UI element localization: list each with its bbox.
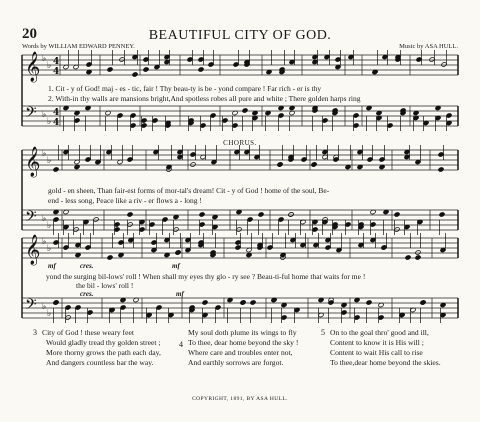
flat-icon: ♭ — [42, 54, 47, 64]
verse-line: And dangers countless bar the way. — [46, 358, 154, 367]
flat-icon: ♭ — [42, 110, 47, 120]
note-head — [107, 255, 113, 260]
flat-icon: ♭ — [42, 149, 47, 159]
page-number: 20 — [22, 26, 37, 42]
music-credit: Music by ASA HULL. — [399, 43, 458, 50]
verse-number: 4 — [179, 340, 183, 349]
note-head — [53, 300, 59, 305]
flat-icon: ♭ — [47, 156, 52, 166]
flat-icon: ♭ — [47, 221, 52, 231]
hymn-title: BEAUTIFUL CITY OF GOD. — [148, 28, 332, 43]
note-head — [277, 162, 283, 167]
flat-icon: ♭ — [47, 309, 52, 319]
verse-line: To thee,dear home beyond the skies. — [330, 358, 441, 367]
note-head — [420, 300, 426, 305]
lyric-line: end - less song, Peace like a riv - er flows a - long ! — [48, 196, 202, 205]
verse-line: To thee, dear home beyond the sky ! — [188, 338, 299, 347]
time-signature: 4 — [53, 57, 60, 67]
dynamic-mark: mf — [176, 290, 184, 298]
flat-icon: ♭ — [42, 302, 47, 312]
note-head — [190, 162, 196, 167]
verse-line: Where care and troubles enter not, — [188, 348, 293, 357]
dynamic-mark: cres. — [80, 262, 94, 270]
bass-clef-icon: 𝄢 — [25, 296, 37, 317]
verse-line: More thorny grows the path each day, — [46, 348, 161, 357]
verse-line: Content to wait His call to rise — [330, 348, 423, 357]
chorus-label: CHORUS. — [223, 139, 257, 147]
flat-icon: ♭ — [42, 214, 47, 224]
time-signature: 4 — [53, 118, 60, 128]
time-signature: 4 — [53, 67, 60, 77]
note-head — [198, 67, 204, 72]
lyric-line: yond the surging bil-lows' roll ! When shall my eyes thy glo - ry see ? Beau-ti-ful home that waits for me ! — [46, 272, 366, 281]
note-head — [415, 255, 421, 260]
flat-icon: ♭ — [42, 237, 47, 247]
time-signature: 4 — [53, 108, 60, 118]
verse-number: 5 — [321, 328, 325, 337]
treble-clef-icon: 𝄞 — [25, 52, 41, 82]
verse-5 — [321, 328, 441, 368]
bass-clef-icon: 𝄢 — [25, 208, 37, 229]
dynamic-mark: mf — [48, 262, 56, 270]
note-head — [405, 255, 411, 260]
note-head — [202, 300, 208, 305]
verse-3 — [33, 328, 161, 368]
verse-number: 3 — [33, 328, 37, 337]
verse-line: City of God ! these weary feet — [42, 328, 134, 337]
note-head — [175, 250, 181, 255]
verse-line: On to the goal thro' good and ill, — [330, 328, 429, 337]
note-head — [127, 212, 133, 217]
note-head — [415, 250, 421, 255]
note-head — [439, 212, 445, 217]
lyric-line: 1. Cit - y of God! maj - es - tic, fair ! Thy beau-ty is be - yond compare ! Far rich - er is thy — [48, 84, 322, 93]
copyright-notice: COPYRIGHT, 1891, BY ASA HULL. — [192, 396, 288, 402]
verse-line: My soul doth plume its wings to fly — [188, 328, 297, 337]
verse-line: And earthly sorrows are forgot. — [188, 358, 284, 367]
lyric-line: gold - en sheen, Than fair-est forms of mor-tal's dream! Cit - y of God ! home of the soul, Be- — [48, 186, 330, 195]
flat-icon: ♭ — [47, 117, 52, 127]
bass-clef-icon: 𝄢 — [25, 104, 37, 125]
words-credit: Words by WILLIAM EDWARD PENNEY. — [22, 43, 135, 50]
dynamic-mark: mf — [172, 262, 180, 270]
flat-icon: ♭ — [47, 61, 52, 71]
lyric-line: 2. With-in thy walls are mansions bright,And spotless robes all pure and white ; There golden harps ring — [48, 94, 361, 103]
verse-4 — [179, 328, 299, 368]
note-head — [258, 212, 264, 217]
treble-clef-icon: 𝄞 — [25, 235, 41, 265]
note-head — [438, 167, 444, 172]
note-head — [107, 67, 113, 72]
note-head — [53, 167, 59, 172]
treble-clef-icon: 𝄞 — [25, 147, 41, 177]
note-head — [242, 108, 248, 113]
flat-icon: ♭ — [47, 244, 52, 254]
note-head — [250, 300, 256, 305]
note-head — [132, 72, 138, 77]
note-head — [394, 212, 400, 217]
note-head — [199, 212, 205, 217]
dynamic-mark: cres. — [80, 290, 94, 298]
note-head — [288, 212, 294, 217]
note-head — [143, 67, 149, 72]
verse-line: Content to know it is His will ; — [330, 338, 424, 347]
lyric-line: the bil - lows' roll ! — [76, 281, 134, 290]
note-head — [366, 300, 372, 305]
verse-line: Would gladly tread thy golden street ; — [46, 338, 161, 347]
note-head — [240, 300, 246, 305]
